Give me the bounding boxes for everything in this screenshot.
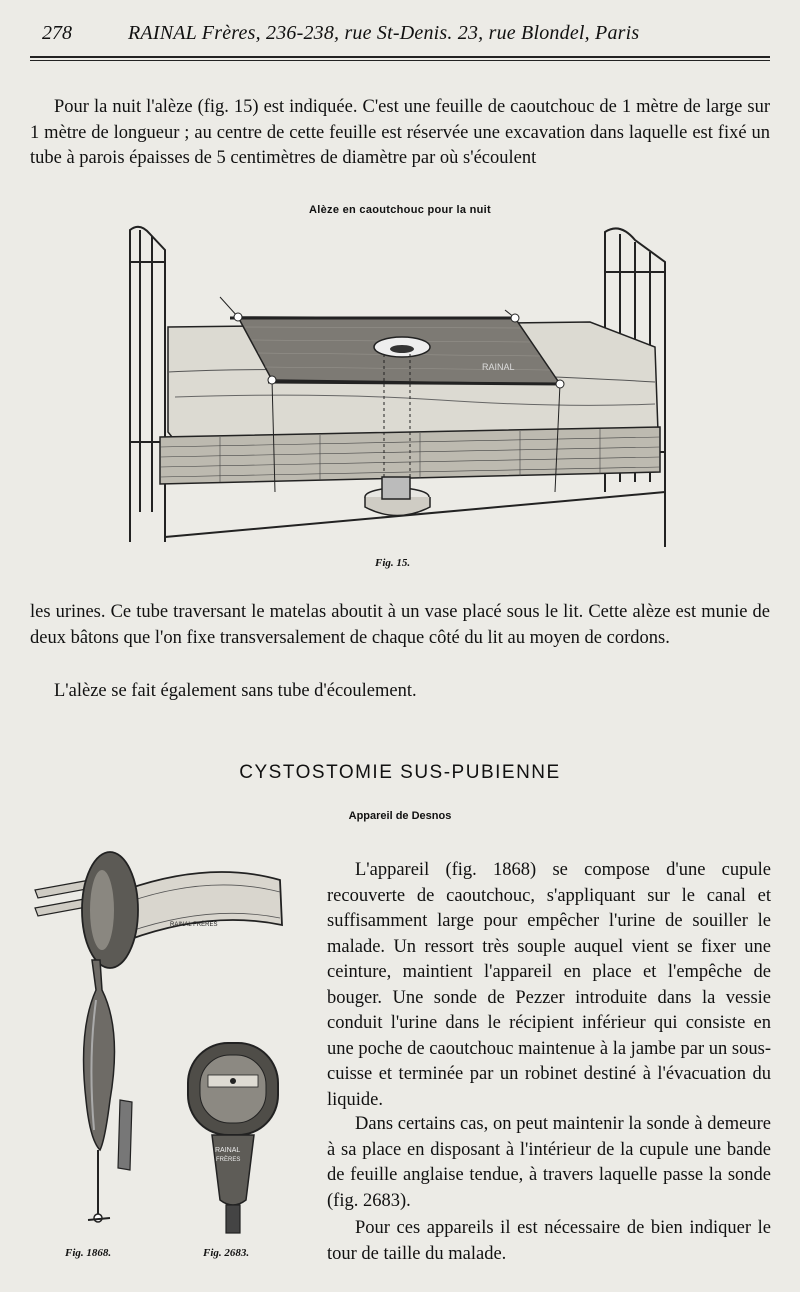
figure-15-caption: Fig. 15. xyxy=(375,557,411,569)
cup-with-band-illustration xyxy=(180,1035,285,1245)
section-title: CYSTOSTOMIE SUS-PUBIENNE xyxy=(239,762,561,783)
body-paragraph-1: L'appareil (fig. 1868) se compose d'une cupule recouverte de caoutchouc, s'appliquant sur le canal et suffisamment large pour empêcher l'urine de souiller le malade. Un ressort très souple auquel vient se fixer une ceinture, maintient l'appareil en place et l'empêche de bouger. Une sonde de Pezzer introduite dans la vessie conduit l'urine dans le récipient inférieur qui consiste en une poche de caoutchouc maintenue à la jambe par un sous-cuisse et terminée par un robinet destiné à l'évacuation du liquide. xyxy=(327,860,771,1110)
header-rule-thick xyxy=(30,56,770,58)
running-title: RAINAL Frères, 236-238, rue St-Denis. 23, rue Blondel, Paris xyxy=(128,22,640,44)
running-header xyxy=(0,22,800,52)
figure-2683-caption: Fig. 2683. xyxy=(203,1247,250,1259)
intro-paragraph: Pour la nuit l'alèze (fig. 15) est indiquée. C'est une feuille de caoutchouc de 1 mètre de large sur 1 mètre de longueur ; au centre de cette feuille est réservée une excavation dans laquelle est fixé un tube à parois épaisses de 5 centimètres de diamètre par où s'écoulent xyxy=(30,97,770,168)
belt-mark: RAINAL FRÈRES xyxy=(170,922,218,928)
header-rule-thin xyxy=(30,60,770,61)
figure-15-title: Alèze en caoutchouc pour la nuit xyxy=(309,204,491,216)
continuation-paragraph: les urines. Ce tube traversant le matelas aboutit à un vase placé sous le lit. Cette alèze est munie de deux bâtons que l'on fixe transversalement de chaque côté du lit au moyen de cordons. xyxy=(30,602,770,648)
mark-line-2: FRÈRES xyxy=(216,1157,241,1163)
mark-line-1: RAINAL xyxy=(215,1147,241,1154)
page-number: 278 xyxy=(42,22,72,44)
figure-1868-caption: Fig. 1868. xyxy=(65,1247,112,1259)
section-subtitle: Appareil de Desnos xyxy=(348,810,452,822)
body-paragraph-2: Dans certains cas, on peut maintenir la sonde à demeure à sa place en disposant à l'intérieur de la cupule une bande de feuille anglaise tendue, à travers laquelle passe la sonde (fig. 2683). xyxy=(327,1114,771,1211)
note-paragraph: L'alèze se fait également sans tube d'écoulement. xyxy=(54,681,417,701)
sheet-mark: RAINAL xyxy=(482,362,515,372)
body-paragraph-3: Pour ces appareils il est nécessaire de bien indiquer le tour de taille du malade. xyxy=(327,1218,771,1264)
bed-illustration xyxy=(120,222,700,552)
